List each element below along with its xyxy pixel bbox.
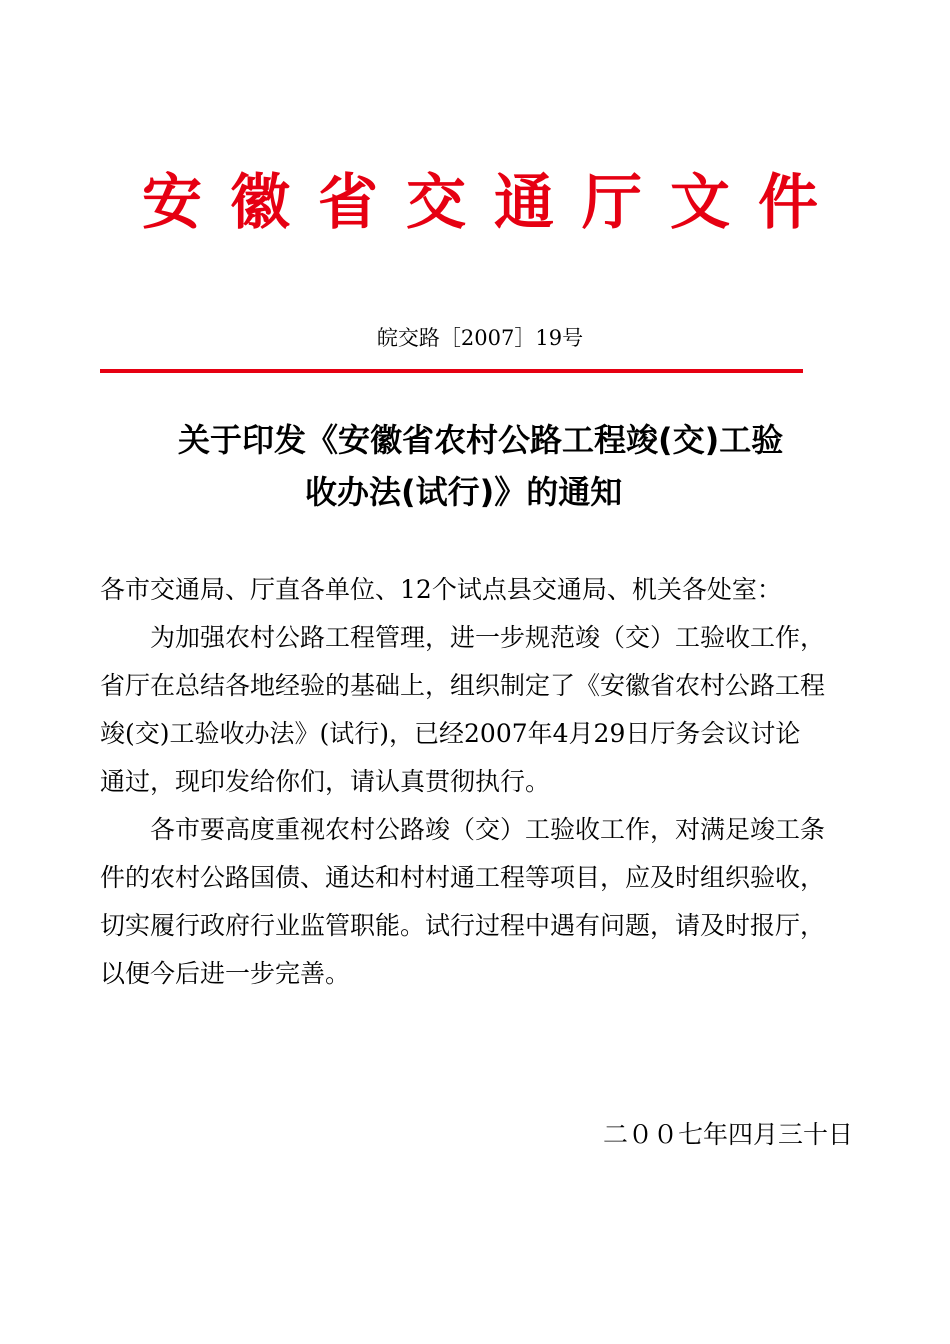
paragraph-1-line: 为加强农村公路工程管理，进一步规范竣（交）工验收工作， bbox=[100, 623, 826, 652]
document-header-title: 安徽省交通厅文件 bbox=[142, 168, 846, 238]
red-divider-line bbox=[100, 369, 803, 373]
notice-title-line-1: 关于印发《安徽省农村公路工程竣(交)工验 bbox=[178, 421, 784, 459]
notice-title bbox=[100, 414, 860, 518]
recipients-line: 各市交通局、厅直各单位、12个试点县交通局、机关各处室： bbox=[100, 575, 782, 604]
paragraph-1-line: 竣(交)工验收办法》(试行)，已经2007年4月29日厅务会议讨论 bbox=[100, 719, 801, 748]
paragraph-2-line: 各市要高度重视农村公路竣（交）工验收工作，对满足竣工条 bbox=[100, 815, 826, 844]
paragraph-2-line: 以便今后进一步完善。 bbox=[100, 959, 351, 988]
notice-body bbox=[100, 566, 860, 998]
paragraph-2-line: 件的农村公路国债、通达和村村通工程等项目，应及时组织验收， bbox=[100, 863, 826, 892]
paragraph-1-line: 通过，现印发给你们，请认真贯彻执行。 bbox=[100, 767, 551, 796]
document-number: 皖交路［2007］19号 bbox=[376, 326, 584, 350]
paragraph-2-line: 切实履行政府行业监管职能。试行过程中遇有问题，请及时报厅， bbox=[100, 911, 826, 940]
paragraph-1-line: 省厅在总结各地经验的基础上，组织制定了《安徽省农村公路工程 bbox=[100, 671, 826, 700]
notice-title-line-2: 收办法(试行)》的通知 bbox=[305, 473, 623, 511]
document-date: 二００七年四月三十日 bbox=[602, 1120, 853, 1149]
